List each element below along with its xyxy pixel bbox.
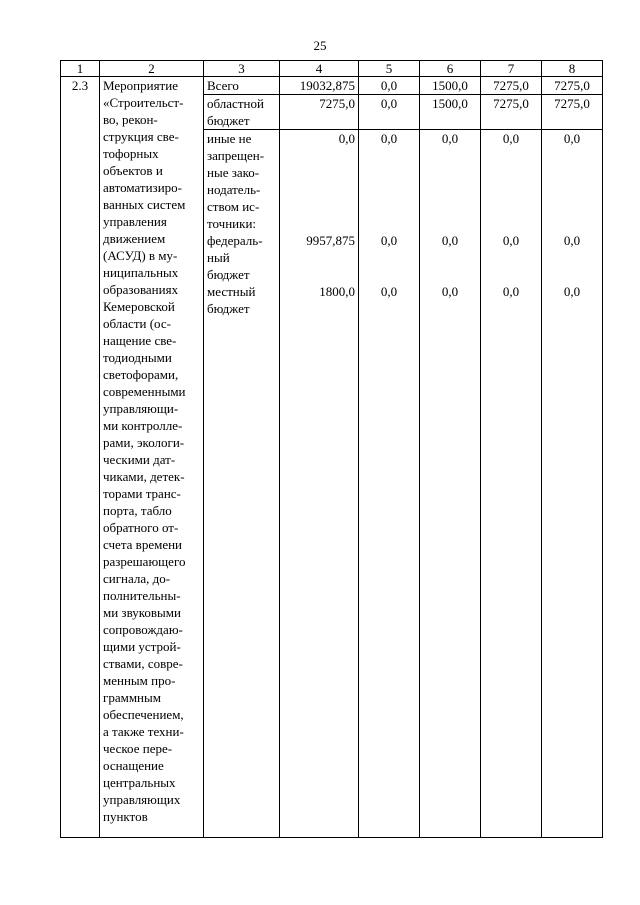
value-cell: 0,0 bbox=[359, 95, 420, 130]
description-line: ствами, совре- bbox=[103, 656, 183, 671]
col-header-5: 5 bbox=[359, 61, 420, 77]
col-header-6: 6 bbox=[420, 61, 481, 77]
value-cell: 1800,0 bbox=[319, 284, 355, 299]
description-line: торами транс- bbox=[103, 486, 181, 501]
value-cell: 0,0 bbox=[563, 233, 581, 248]
description-line: счета времени bbox=[103, 537, 182, 552]
description-line: чиками, детек- bbox=[103, 469, 185, 484]
value-cell: 0,0 bbox=[563, 131, 581, 146]
description-line: порта, табло bbox=[103, 503, 172, 518]
description-line: (АСУД) в му- bbox=[103, 248, 178, 263]
value-cell: 0,0 bbox=[563, 284, 581, 299]
col-header-1: 1 bbox=[61, 61, 100, 77]
description-line: сигнала, до- bbox=[103, 571, 171, 586]
description-line: «Строительст- bbox=[103, 95, 184, 110]
description-line: нащение све- bbox=[103, 333, 177, 348]
description-line: во, рекон- bbox=[103, 112, 158, 127]
source-label-line: нодатель- bbox=[207, 182, 261, 197]
source-label-line: ный bbox=[207, 250, 230, 265]
description-line: области (ос- bbox=[103, 316, 171, 331]
description-line: современными bbox=[103, 384, 186, 399]
description-line: рами, экологи- bbox=[103, 435, 185, 450]
description-line: управляющих bbox=[103, 792, 181, 807]
value-cell: 0,0 bbox=[359, 77, 420, 95]
source-label-line: ные зако- bbox=[207, 165, 260, 180]
description-line: ми звуковыми bbox=[103, 605, 181, 620]
source-label-line: местный bbox=[207, 284, 256, 299]
description-line: щими устрой- bbox=[103, 639, 181, 654]
source-label-line: запрещен- bbox=[207, 148, 265, 163]
description-line: ванных систем bbox=[103, 197, 186, 212]
description-line: ми контролле- bbox=[103, 418, 183, 433]
description-line: ческими дат- bbox=[103, 452, 176, 467]
description-line: сопровождаю- bbox=[103, 622, 183, 637]
col-header-7: 7 bbox=[481, 61, 542, 77]
description-line: менным про- bbox=[103, 673, 176, 688]
header-row bbox=[61, 61, 603, 77]
value-cell: 0,0 bbox=[380, 284, 398, 299]
source-label-line: бюджет bbox=[207, 113, 250, 128]
value-cell: 0,0 bbox=[441, 131, 459, 146]
value-cell: 0,0 bbox=[338, 131, 355, 146]
value-cell: 7275,0 bbox=[481, 95, 542, 130]
value-cell: 0,0 bbox=[502, 284, 520, 299]
source-label-total bbox=[204, 77, 280, 95]
value-stack-col8 bbox=[542, 130, 603, 838]
budget-table bbox=[60, 60, 603, 838]
source-label-line: точники: bbox=[207, 216, 257, 231]
description-line: светофорами, bbox=[103, 367, 179, 382]
value-cell: 0,0 bbox=[380, 233, 398, 248]
description-line: полнительны- bbox=[103, 588, 181, 603]
description-line: пунктов bbox=[103, 809, 148, 824]
source-label-line: федераль- bbox=[207, 233, 263, 248]
source-label-line: бюджет bbox=[207, 267, 250, 282]
description-line: объектов и bbox=[103, 163, 163, 178]
value-cell: 1500,0 bbox=[420, 95, 481, 130]
description-line: управления bbox=[103, 214, 167, 229]
value-cell: 7275,0 bbox=[542, 77, 603, 95]
source-label-other bbox=[204, 130, 280, 838]
source-label-line: бюджет bbox=[207, 301, 250, 316]
value-stack-col5 bbox=[359, 130, 420, 838]
value-cell: 7275,0 bbox=[280, 95, 359, 130]
source-label-line: областной bbox=[207, 96, 264, 111]
description-line: граммным bbox=[103, 690, 161, 705]
value-cell: 0,0 bbox=[380, 131, 398, 146]
col-header-8: 8 bbox=[542, 61, 603, 77]
source-label-line: ством ис- bbox=[207, 199, 260, 214]
source-label-line: иные не bbox=[207, 131, 252, 146]
value-stack-col4 bbox=[280, 130, 359, 838]
value-stack-col6 bbox=[420, 130, 481, 838]
description-line: управляющи- bbox=[103, 401, 179, 416]
value-cell: 0,0 bbox=[502, 131, 520, 146]
description-line: обратного от- bbox=[103, 520, 179, 535]
col-header-4: 4 bbox=[280, 61, 359, 77]
description-line: тофорных bbox=[103, 146, 159, 161]
description-line: ниципальных bbox=[103, 265, 179, 280]
value-cell: 0,0 bbox=[502, 233, 520, 248]
description-line: разрешающего bbox=[103, 554, 186, 569]
col-header-3: 3 bbox=[204, 61, 280, 77]
description-line: струкция све- bbox=[103, 129, 179, 144]
description-line: Мероприятие bbox=[103, 78, 178, 93]
source-label-regional bbox=[204, 95, 280, 130]
description-line: Кемеровской bbox=[103, 299, 175, 314]
value-cell: 7275,0 bbox=[481, 77, 542, 95]
value-cell: 0,0 bbox=[441, 284, 459, 299]
description-line: центральных bbox=[103, 775, 176, 790]
source-label-line: Всего bbox=[207, 78, 239, 93]
value-cell: 1500,0 bbox=[420, 77, 481, 95]
table-row-total bbox=[61, 77, 603, 95]
description-line: оснащение bbox=[103, 758, 164, 773]
description-line: обеспечением, bbox=[103, 707, 184, 722]
description-line: тодиодными bbox=[103, 350, 172, 365]
col-header-2: 2 bbox=[100, 61, 204, 77]
description-line: автоматизиро- bbox=[103, 180, 182, 195]
value-stack-col7 bbox=[481, 130, 542, 838]
description-line: ческое пере- bbox=[103, 741, 173, 756]
value-cell: 0,0 bbox=[441, 233, 459, 248]
description-line: а также техни- bbox=[103, 724, 184, 739]
description-line: образованиях bbox=[103, 282, 179, 297]
page-number: 25 bbox=[313, 38, 327, 53]
measure-description bbox=[100, 77, 204, 838]
value-cell: 19032,875 bbox=[280, 77, 359, 95]
row-number: 2.3 bbox=[61, 77, 100, 838]
value-cell: 7275,0 bbox=[542, 95, 603, 130]
description-line: движением bbox=[103, 231, 166, 246]
value-cell: 9957,875 bbox=[306, 233, 355, 248]
